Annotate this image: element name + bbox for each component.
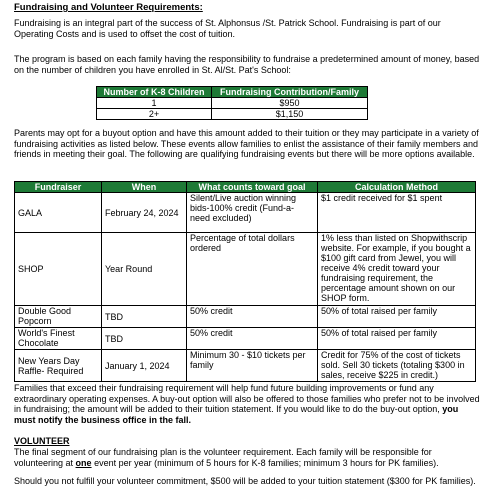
fundraiser-credit: 50% credit	[187, 306, 318, 328]
contribution-header-row	[97, 87, 368, 98]
fundraiser-calculation: 1% less than listed on Shopwithscrip website. For example, if you bought a $100 gift card from Jewel, you will receive 4% credit toward your fundraising requirement, the percentage amount shown on our SHOP form.	[318, 233, 476, 306]
contribution-header-children: Number of K-8 Children	[97, 87, 212, 98]
table-row	[15, 233, 476, 306]
header-fundraiser: Fundraiser	[15, 182, 102, 193]
fundraiser-credit: Percentage of total dollars ordered	[187, 233, 318, 306]
table-row	[15, 193, 476, 233]
contribution-header-amount: Fundraising Contribution/Family	[212, 87, 368, 98]
fundraiser-name: Double Good Popcorn	[15, 306, 102, 328]
contribution-amount: $950	[212, 98, 368, 109]
intro-paragraph: Fundraising is an integral part of the success of St. Alphonsus /St. Patrick School. Fundraising is part of our Operating Costs and is used to offset the cost of tuition.	[14, 18, 441, 39]
fundraiser-when: TBD	[102, 328, 187, 350]
header-what-counts: What counts toward goal	[187, 182, 318, 193]
program-paragraph: The program is based on each family having the responsibility to fundraise a predetermined amount of money, based on the number of children you have enrolled in St. Al/St. Pat's School:	[14, 54, 480, 75]
volunteer-text-end: event per year (minimum of 5 hours for K-8 families; minimum 3 hours for PK families).	[91, 457, 439, 468]
fundraiser-name: GALA	[15, 193, 102, 233]
contribution-table	[96, 86, 368, 120]
volunteer-heading: VOLUNTEER	[14, 436, 70, 446]
fundraiser-credit: Silent/Live auction winning bids-100% credit (Fund-a-need excluded)	[187, 193, 318, 233]
volunteer-text-start: The final segment of our fundraising plan is the volunteer requirement. Each family will be responsible for volunteering at	[14, 447, 432, 468]
fundraiser-when: Year Round	[102, 233, 187, 306]
fundraiser-when: TBD	[102, 306, 187, 328]
table-row	[15, 328, 476, 350]
fundraiser-calculation: Credit for 75% of the cost of tickets sold. Sell 30 tickets (totaling $300 in sales, receive $225 in credit.)	[318, 350, 476, 382]
events-header-row	[15, 182, 476, 193]
penalty-paragraph: Should you not fulfill your volunteer commitment, $500 will be added to your tuition statement ($300 for PK families).	[14, 476, 476, 486]
fundraiser-calculation: $1 credit received for $1 spent	[318, 193, 476, 233]
fundraiser-name: World's Finest Chocolate	[15, 328, 102, 350]
fundraiser-name: New Years Day Raffle- Required	[15, 350, 102, 382]
exceed-text: Families that exceed their fundraising requirement will help fund future building improvements or fund any extraordinary operating expenses. A buy-out option will also be offered to those families who prefer not to be involved in fundraising; the amount will be added to their tuition statement. If you would like to do the buy-out option,	[14, 383, 480, 414]
volunteer-paragraph	[14, 447, 480, 468]
fundraiser-when: February 24, 2024	[102, 193, 187, 233]
document-title: Fundraising and Volunteer Requirements:	[14, 2, 203, 13]
exceed-paragraph	[14, 383, 480, 425]
table-row	[97, 109, 368, 120]
fundraiser-calculation: 50% of total raised per family	[318, 328, 476, 350]
exceed-bold-text: you must notify the business office in the fall.	[14, 404, 459, 425]
contribution-amount: $1,150	[212, 109, 368, 120]
volunteer-one-emphasis: one	[75, 457, 92, 468]
fundraiser-calculation: 50% of total raised per family	[318, 306, 476, 328]
fundraiser-credit: 50% credit	[187, 328, 318, 350]
fundraiser-when: January 1, 2024	[102, 350, 187, 382]
buyout-paragraph: Parents may opt for a buyout option and have this amount added to their tuition or they may participate in a variety of fundraising activities as listed below. These events allow families to enlist the assistance of their family members and friends in meeting their goal. The following are qualifying fundraising events but there will be more options available.	[14, 128, 479, 159]
table-row	[15, 350, 476, 382]
children-count: 1	[97, 98, 212, 109]
fundraiser-events-table	[14, 181, 476, 382]
table-row	[15, 306, 476, 328]
children-count: 2+	[97, 109, 212, 120]
header-when: When	[102, 182, 187, 193]
fundraiser-name: SHOP	[15, 233, 102, 306]
table-row	[97, 98, 368, 109]
fundraiser-credit: Minimum 30 - $10 tickets per family	[187, 350, 318, 382]
header-calculation: Calculation Method	[318, 182, 476, 193]
